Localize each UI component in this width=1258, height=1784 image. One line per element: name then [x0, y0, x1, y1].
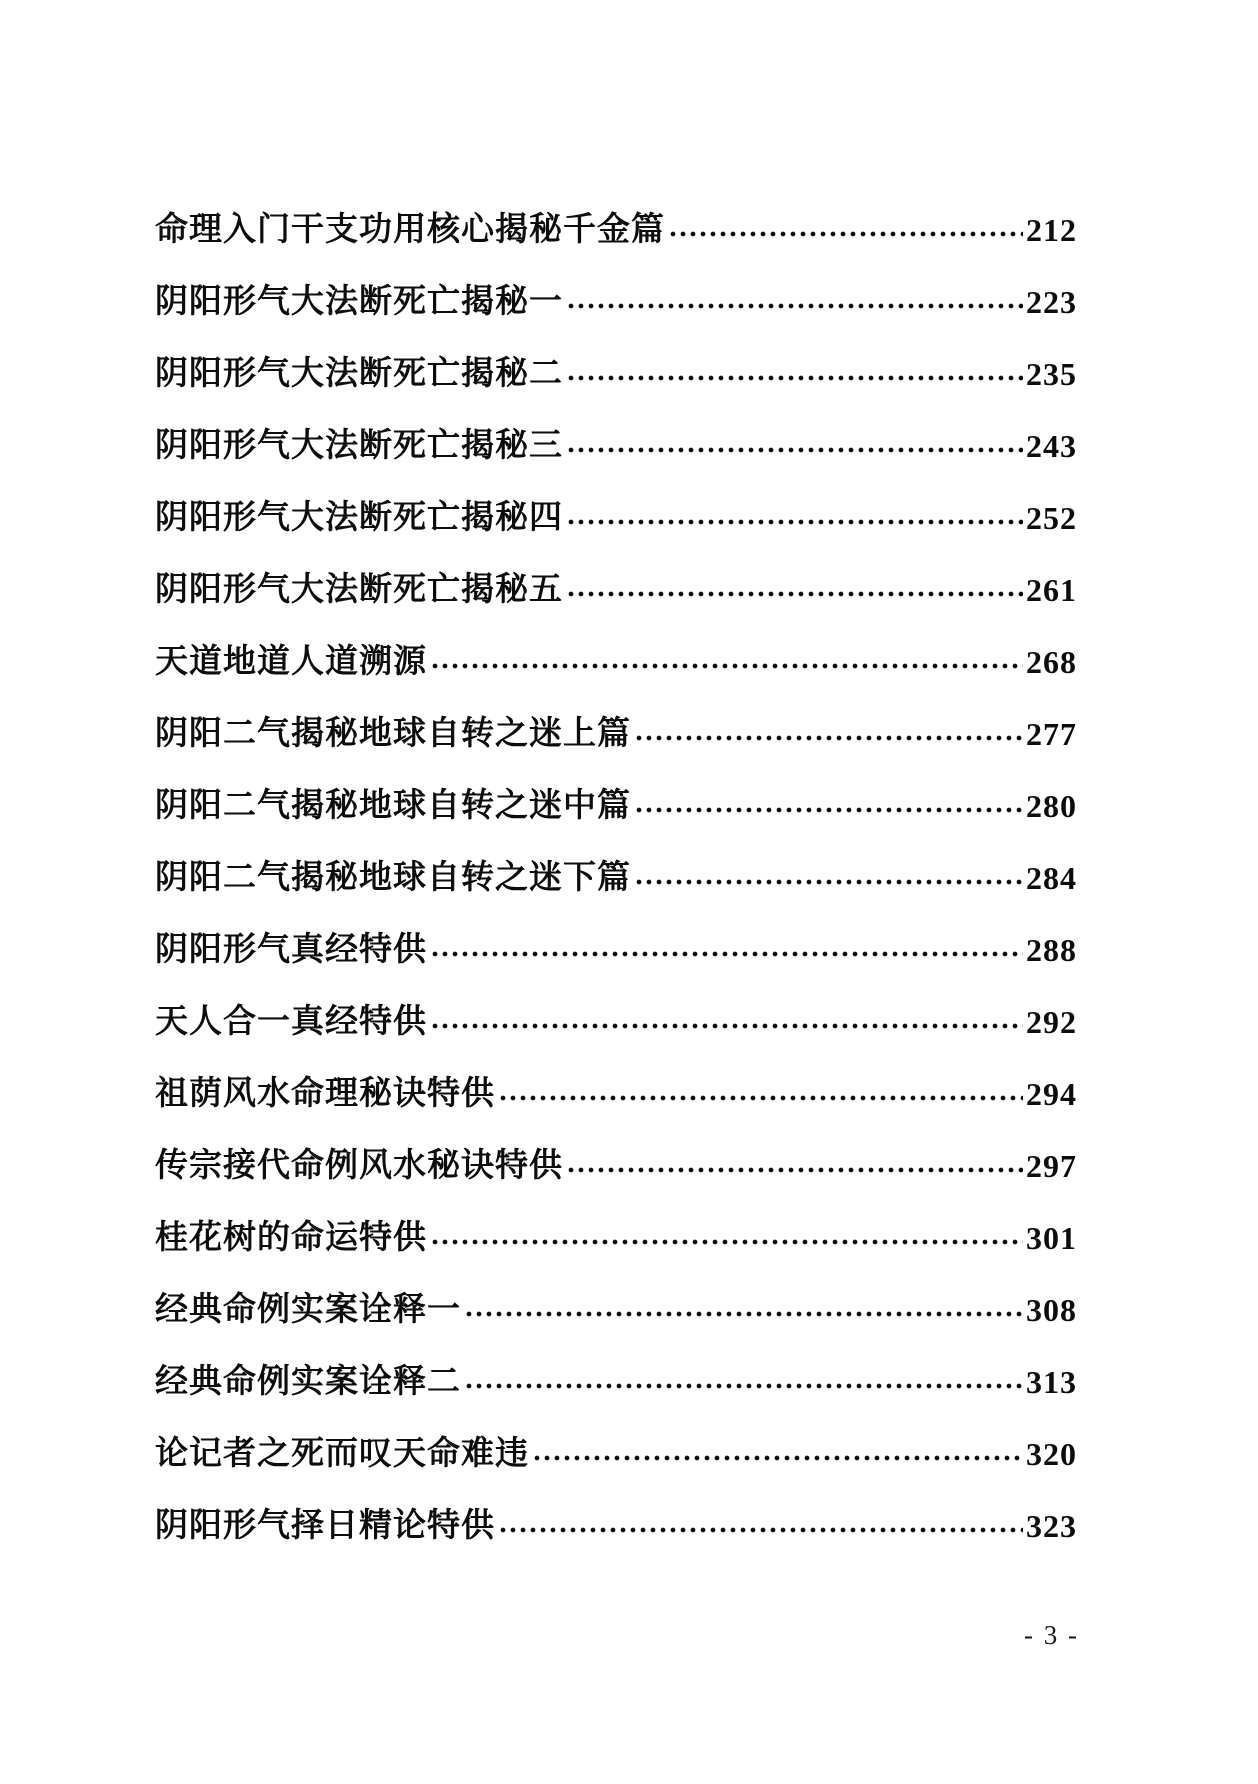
toc-entry-title: 天人合一真经特供 [155, 1004, 427, 1040]
dot-leader [567, 445, 1023, 455]
toc-entry-page-number: 212 [1026, 211, 1077, 248]
toc-entry-page-number: 252 [1026, 499, 1077, 536]
toc-entry-page-number: 301 [1026, 1219, 1077, 1256]
toc-entry-title: 阴阳形气大法断死亡揭秘一 [155, 284, 563, 320]
toc-entry [155, 1220, 1077, 1256]
dot-leader [635, 805, 1023, 815]
toc-entry [155, 1292, 1077, 1328]
dot-leader [567, 1165, 1023, 1175]
toc-entry [155, 1076, 1077, 1112]
dot-leader [431, 1021, 1023, 1031]
dot-leader [431, 661, 1023, 671]
toc-entry-page-number: 235 [1026, 355, 1077, 392]
dot-leader [431, 1237, 1023, 1247]
toc-entry-title: 阴阳形气大法断死亡揭秘四 [155, 500, 563, 536]
dot-leader [499, 1093, 1023, 1103]
toc-entry-title: 论记者之死而叹天命难违 [155, 1436, 529, 1472]
toc-entry-page-number: 320 [1026, 1435, 1077, 1472]
toc-entry-title: 阴阳形气大法断死亡揭秘三 [155, 428, 563, 464]
toc-entry-title: 阴阳形气大法断死亡揭秘二 [155, 356, 563, 392]
toc-entry-title: 传宗接代命例风水秘诀特供 [155, 1148, 563, 1184]
dot-leader [635, 733, 1023, 743]
dot-leader [567, 373, 1023, 383]
toc-entry-page-number: 292 [1026, 1003, 1077, 1040]
toc-entry-title: 经典命例实案诠释一 [155, 1292, 461, 1328]
toc-entry [155, 860, 1077, 896]
toc-entry-page-number: 297 [1026, 1147, 1077, 1184]
toc-entry [155, 716, 1077, 752]
toc-entry [155, 788, 1077, 824]
toc-entry-page-number: 308 [1026, 1291, 1077, 1328]
toc-entry-page-number: 268 [1026, 643, 1077, 680]
dot-leader [567, 589, 1023, 599]
toc-entry-title: 阴阳形气真经特供 [155, 932, 427, 968]
toc-entry [155, 1508, 1077, 1544]
toc-entry-page-number: 284 [1026, 859, 1077, 896]
dot-leader [635, 877, 1023, 887]
toc-entry [155, 1364, 1077, 1400]
toc-entry-page-number: 288 [1026, 931, 1077, 968]
table-of-contents [155, 212, 1077, 1580]
dot-leader [465, 1309, 1023, 1319]
toc-entry-page-number: 223 [1026, 283, 1077, 320]
toc-entry [155, 1436, 1077, 1472]
toc-entry [155, 212, 1077, 248]
toc-entry-title: 阴阳形气择日精论特供 [155, 1508, 495, 1544]
toc-entry [155, 572, 1077, 608]
toc-entry [155, 644, 1077, 680]
toc-entry-title: 阴阳二气揭秘地球自转之迷上篇 [155, 716, 631, 752]
toc-entry [155, 932, 1077, 968]
dot-leader [669, 229, 1023, 239]
toc-entry-page-number: 294 [1026, 1075, 1077, 1112]
toc-entry-title: 经典命例实案诠释二 [155, 1364, 461, 1400]
toc-entry-page-number: 313 [1026, 1363, 1077, 1400]
dot-leader [431, 949, 1023, 959]
toc-entry [155, 1004, 1077, 1040]
dot-leader [567, 301, 1023, 311]
dot-leader [533, 1453, 1023, 1463]
toc-entry-page-number: 323 [1026, 1507, 1077, 1544]
toc-entry-page-number: 261 [1026, 571, 1077, 608]
toc-entry [155, 1148, 1077, 1184]
toc-entry-title: 阴阳二气揭秘地球自转之迷下篇 [155, 860, 631, 896]
toc-entry-page-number: 277 [1026, 715, 1077, 752]
toc-entry-page-number: 243 [1026, 427, 1077, 464]
toc-entry [155, 356, 1077, 392]
toc-entry-title: 祖荫风水命理秘诀特供 [155, 1076, 495, 1112]
toc-entry-title: 命理入门干支功用核心揭秘千金篇 [155, 212, 665, 248]
dot-leader [465, 1381, 1023, 1391]
page-number-footer: - 3 - [1024, 1620, 1079, 1650]
toc-entry [155, 428, 1077, 464]
toc-entry-title: 阴阳二气揭秘地球自转之迷中篇 [155, 788, 631, 824]
toc-entry-page-number: 280 [1026, 787, 1077, 824]
dot-leader [499, 1525, 1023, 1535]
toc-entry-title: 天道地道人道溯源 [155, 644, 427, 680]
toc-entry-title: 阴阳形气大法断死亡揭秘五 [155, 572, 563, 608]
toc-entry [155, 500, 1077, 536]
toc-entry [155, 284, 1077, 320]
toc-entry-title: 桂花树的命运特供 [155, 1220, 427, 1256]
dot-leader [567, 517, 1023, 527]
